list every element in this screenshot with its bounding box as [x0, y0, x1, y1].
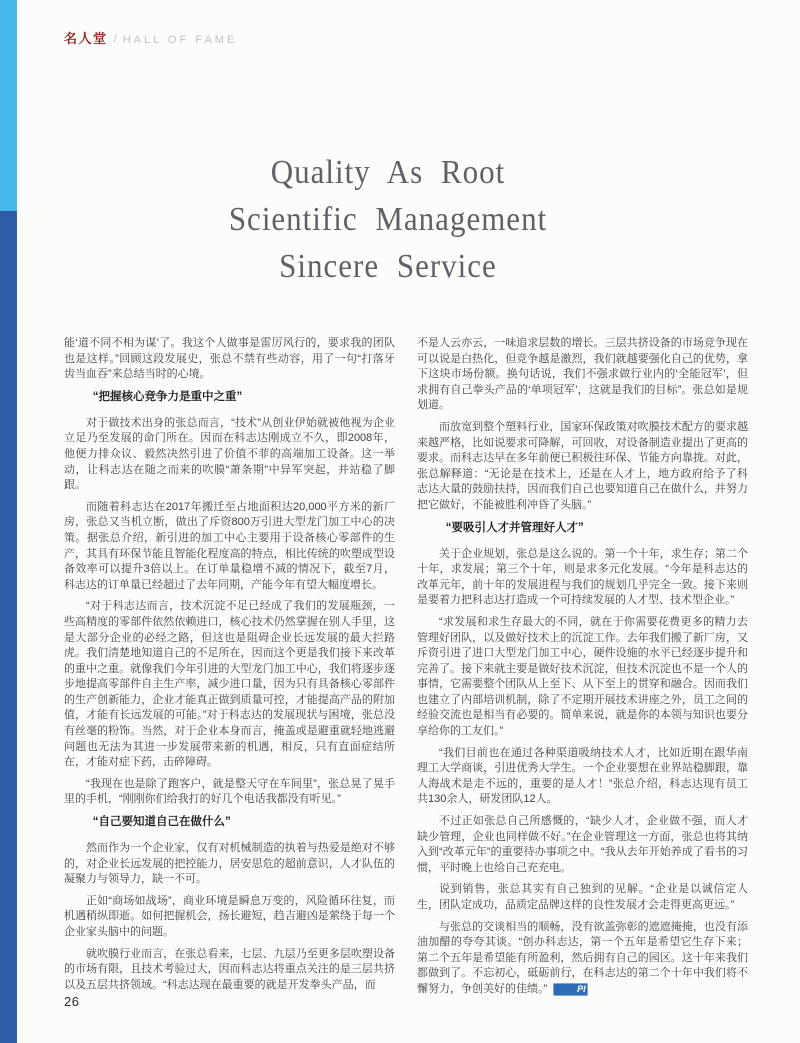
title-line-1: Quality As Root — [270, 152, 506, 191]
section-heading: “要吸引人才并管理好人才” — [445, 521, 584, 534]
paragraph: 对于做技术出身的张总而言，“技术”从创业伊始就被他视为企业立足乃至发展的命门所在。因而在科志达刚成立不久，即2008年，他便力排众议、毅然决然引进了价值不菲的高端加工设备。这一举动，让科志达在随之而来的吹膜“萧条期”中异军突起，并站稳了脚跟。 — [64, 416, 395, 492]
paragraph: 然而作为一个企业家，仅有对机械制造的执着与热爱是绝对不够的，对企业长远发展的把控能力，居安思危的超前意识，人才队伍的凝聚力与领导力，缺一不可。 — [64, 842, 395, 886]
spine-accent-bar-dark — [0, 211, 17, 1043]
title-line-3: Sincere Service — [279, 246, 497, 285]
article-body — [64, 336, 748, 1004]
paragraph: “对于科志达而言，技术沉淀不足已经成了我们的发展瓶颈，一些高精度的零部件依然依赖进口，核心技术仍然掌握在别人手里，这是大部分企业的必经之路，但这也是阻碍企业长远发展的最大拦路虎。我们清楚地知道自己的不足所在，因而这个更是我们接下来改革的重中之重。就像我们今年引进的大型龙门加工中心，我们将逐步逐步地提高零部件自主生产率，减少进口量，因为只有具备核心零部件的生产创新能力，企业才能真正做到质量可控，才能提高产品的附加值，才能有长远发展的可能。”对于科志达的发展现状与困境，张总没有丝毫的粉饰。当然，对于企业本身而言，掩盖或是避重就轻地逃避问题也无法为其进一步发展带来新的机遇，相反，只有直面症结所在，才能对症下药，击碎障碍。 — [64, 600, 395, 769]
article-end-mark: PI — [553, 983, 588, 996]
section-label-en: HALL OF FAME — [122, 34, 238, 46]
paragraph: 说到销售，张总其实有自己独到的见解。“企业是以诚信定人生，团队定成功，品质定品牌这样的良性发展才会走得更高更远。” — [417, 883, 748, 911]
paragraph: 而随着科志达在2017年搬迁至占地面积达20,000平方米的新厂房，张总又当机立断，做出了斥资800万引进大型龙门加工中心的决策。据张总介绍，新引进的加工中心主要用于设备核心零部件的生产，其具有环保节能且智能化程度高的特点，相比传统的吹塑成型设备效率可以提升3倍以上。在订单量稳增不减的情况下，截至7月，科志达的订单量已经超过了去年同期，产能今年有望大幅度增长。 — [64, 500, 395, 591]
paragraph: 就吹膜行业而言，在张总看来，七层、九层乃至更多层吹塑设备的市场有限，且技术考验过大，因而科志达将重点关注的是三层共挤以及五层共挤领域。“科志达现在最重要的就是开发拳头产品，而 — [64, 947, 395, 991]
section-heading: “把握核心竞争力是重中之重” — [92, 390, 243, 403]
article-column-left — [64, 336, 395, 1004]
spine-accent-bar-light — [0, 0, 17, 211]
article-title — [17, 148, 759, 289]
section-heading: “自己要知道自己在做什么” — [92, 816, 231, 829]
page-number: 26 — [64, 994, 80, 1009]
paragraph: “求发展和求生存最大的不同，就在于你需要花费更多的精力去管理好团队，以及做好技术上的沉淀工作。去年我们搬了新厂房，又斥资引进了进口大型龙门加工中心，硬件设施的水平已经逐步提升和完善了。接下来就主要是做好技术沉淀，但技术沉淀也不是一个人的事情，它需要整个团队从上至下、从下至上的贯穿和融合。因而我们也建立了内部培训机制，除了不定期开展技术讲座之外，员工之间的经验交流也是相当有必要的。简单来说，就是你的本领与知识也要分享给你的工友们。” — [417, 615, 748, 738]
paragraph: 而放宽到整个塑料行业，国家环保政策对吹膜技术配方的要求越来越严格，比如说要求可降解，可回收，对设备制造业提出了更高的要求。而科志达早在多年前便已积极往环保、节能方向靠拢。对此，张总解释道：“无论是在技术上，还是在人才上，地方政府给予了科志达大量的鼓励扶持，因而我们自己也要知道自己在做什么，并努力把它做好，不能被胜利冲昏了头脑。” — [417, 420, 748, 511]
section-label-cn: 名人堂 — [64, 31, 108, 46]
paragraph: 不过正如张总自己所感慨的，“缺少人才，企业做不强，而人才缺少管理，企业也同样做不好。”在企业管理这一方面，张总也将其纳入到“改革元年”的重要待办事项之中。“我从去年开始养成了看书的习惯，平时晚上也给自己充充电。 — [417, 815, 748, 874]
paragraph: 不是人云亦云，一味追求层数的增长。三层共挤设备的市场竞争现在可以说是白热化，但竞争越是激烈，我们就越要强化自己的优势，拿下这块市场份额。换句话说，我们不强求做行业内的‘全能冠军’，但求拥有自己拳头产品的‘单项冠军’，这就是我们的目标”。张总如是规划道。 — [417, 337, 748, 412]
paragraph: 关于企业规划，张总是这么说的。第一个十年，求生存；第二个十年，求发展；第三个十年，则是求多元化发展。“今年是科志达的改革元年，前十年的发展进程与我们的规划几乎完全一致。接下来则是要着力把科志达打造成一个可持续发展的人才型、技术型企业。” — [417, 547, 748, 607]
section-header — [64, 28, 237, 47]
paragraph: 正如“商场如战场”，商业环境是瞬息万变的，风险循环往复，而机遇稍纵即逝。如何把握机会，扬长避短，趋吉避凶是萦绕于每一个企业家头脑中的问题。 — [64, 894, 395, 938]
paragraph: “我现在也是除了跑客户，就是整天守在车间里”，张总晃了晃手里的手机，“刚刚你们给我打的好几个电话我都没有听见。” — [64, 777, 395, 806]
paragraph: “我们目前也在通过各种渠道吸纳技术人才，比如近期在跟华南理工大学商谈，引进优秀大学生。一个企业要想在业界站稳脚跟，靠人海战术是走不远的，重要的是人才！”张总介绍，科志达现有员工共130余人，研发团队12人。 — [417, 746, 748, 806]
section-separator: / — [113, 32, 117, 46]
article-column-right — [417, 336, 748, 1004]
paragraph: 能‘道不同不相为谋’了。我这个人做事是雷厉风行的，要求我的团队也是这样。”回顾这段发展史，张总不禁有些动容，用了一句“打落牙齿当血吞”来总结当时的心境。 — [64, 337, 395, 381]
title-line-2: Scientific Management — [228, 199, 548, 238]
paragraph: 与张总的交谈相当的顺畅，没有欲盖弥彰的遮遮掩掩，也没有添油加醋的夸夸其谈。“创办科志达，第一个五年是希望它生存下来；第二个五年是希望能有所盈利，然后拥有自己的园区。这十年来我们都做到了。不忘初心，砥砺前行，在科志达的第二个十年中我们将不懈努力，争创美好的佳绩。” PI — [417, 920, 748, 995]
